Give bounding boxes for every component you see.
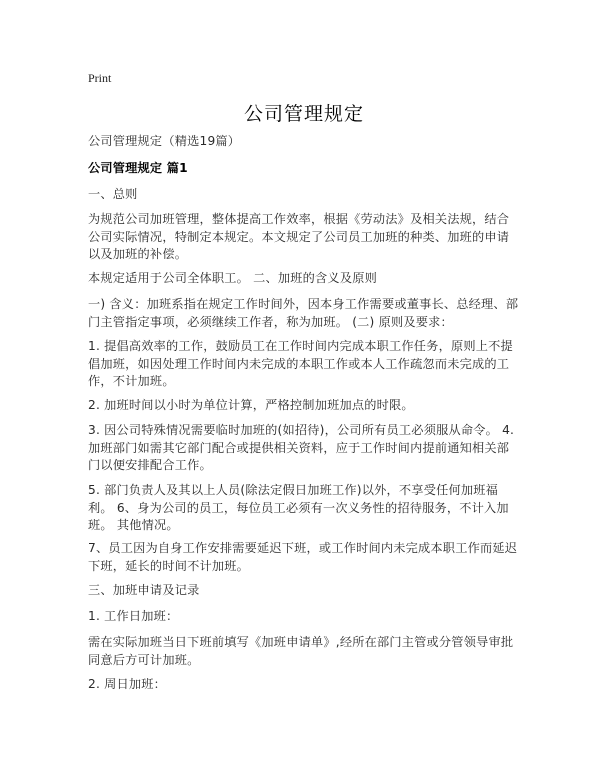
- article-heading: 公司管理规定 篇1: [88, 161, 188, 175]
- paragraph: 3. 因公司特殊情况需要临时加班的(如招待)，公司所有员工必须服从命令。 4. 加班部门如需其它部门配合或提供相关资料，应于工作时间内提前通知相关部门以便安排配合工作。: [88, 423, 515, 472]
- paragraph: 1. 提倡高效率的工作，鼓励员工在工作时间内完成本职工作任务，原则上不提倡加班，如因处理工作时间内未完成的本职工作或本人工作疏忽而未完成的工作，不计加班。: [88, 339, 513, 388]
- paragraph: 2. 加班时间以小时为单位计算，严格控制加班加点的时限。: [88, 398, 414, 412]
- paragraph: 一) 含义：加班系指在规定工作时间外，因本身工作需要或董事长、总经理、部门主管指定事项，必须继续工作者，称为加班。 (二) 原则及要求：: [88, 297, 519, 329]
- print-link[interactable]: Print: [88, 71, 112, 85]
- section-heading-general: 一、总则: [88, 187, 138, 201]
- subtitle: 公司管理规定（精选19篇）: [88, 134, 241, 148]
- paragraph: 2. 周日加班：: [88, 677, 167, 691]
- paragraph: 1. 工作日加班：: [88, 609, 179, 623]
- paragraph: 需在实际加班当日下班前填写《加班申请单》,经所在部门主管或分管领导审批同意后方可计加班。: [88, 635, 514, 667]
- paragraph: 5. 部门负责人及其以上人员(除法定假日加班工作)以外，不享受任何加班福利。 6、身为公司的员工，每位员工必须有一次义务性的招待服务，不计入加班。 其他情况。: [88, 483, 509, 532]
- paragraph: 7、员工因为自身工作安排需要延迟下班，或工作时间内未完成本职工作而延迟下班，延长的时间不计加班。: [88, 541, 518, 573]
- paragraph: 本规定适用于公司全体职工。 二、加班的含义及原则: [88, 271, 377, 285]
- page-title: 公司管理规定: [243, 103, 364, 125]
- paragraph: 为规范公司加班管理，整体提高工作效率，根据《劳动法》及相关法规，结合公司实际情况，特制定本规定。本文规定了公司员工加班的种类、加班的申请以及加班的补偿。: [88, 212, 510, 261]
- section-heading-application: 三、加班申请及记录: [88, 583, 200, 597]
